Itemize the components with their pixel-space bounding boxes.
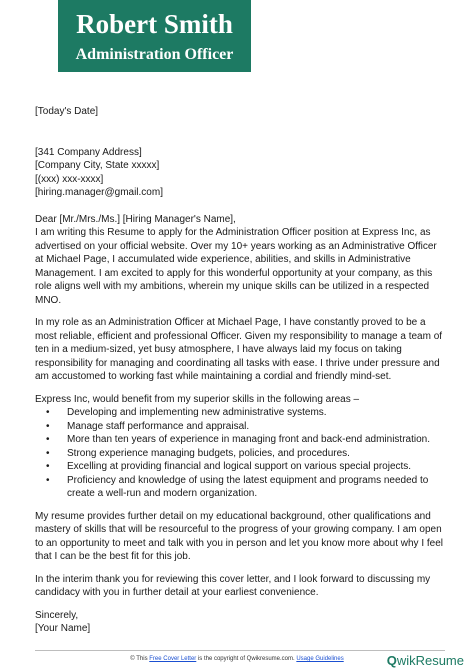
list-item: • Developing and implementing new administrative systems. (67, 406, 445, 420)
list-item: • Manage staff performance and appraisal. (67, 420, 445, 434)
paragraph-4: In the interim thank you for reviewing this cover letter, and I look forward to discussing my candidacy with you in further detail at your earliest convenience. (35, 573, 431, 598)
list-item: • Proficiency and knowledge of using the latest equipment and programs needed to create a well-run and modern organization. (67, 474, 445, 501)
qwikresume-logo[interactable] (387, 653, 464, 668)
applicant-role: Administration Officer (75, 46, 234, 63)
logo-rest: wikResume (396, 653, 464, 668)
paragraph-2: In my role as an Administration Officer at Michael Page, I have constantly proved to be a most reliable, efficient and professional Officer. Given my responsibility to manage a team of ten in a medium-sized, yet busy atmosphere, I have always laid my focus on taking responsibility for managing and coordinating all tasks with ease. I thrive under pressure and am accustomed to working fast while maintaining a cordial and friendly mind-set. (35, 317, 443, 382)
applicant-name: Robert Smith (76, 9, 233, 39)
footer-divider (35, 650, 445, 651)
free-cover-letter-link[interactable]: Free Cover Letter (149, 656, 197, 662)
copyright-middle: is the copyright of Qwikresume.com. (196, 656, 297, 662)
salutation: Dear [Mr./Mrs./Ms.] [Hiring Manager's Name], (35, 213, 236, 225)
signature: [Your Name] (35, 623, 91, 634)
footer (0, 650, 474, 670)
address-line: [hiring.manager@gmail.com] (35, 187, 163, 198)
address-line: [(xxx) xxx-xxxx] (35, 173, 104, 185)
list-item: • Strong experience managing budgets, policies, and procedures. (67, 447, 445, 461)
paragraph-1: I am writing this Resume to apply for the Administration Officer position at Express Inc, as advertised on your official website. Over my 10+ years working as an Administrative Officer at Michael Page, I accumulated wide experience, abilities, and skills in Administrative Management. I am excited to apply for this wonderful opportunity at your company, as this role aligns well with my ambitions, wherein my unique skills can be utilized in a respected MNO. (35, 227, 437, 306)
list-item: • Excelling at providing financial and logical support on various special projects. (67, 460, 445, 474)
copyright-prefix: © This (130, 656, 150, 662)
logo-q: Q (386, 653, 397, 668)
list-intro: Express Inc, would benefit from my superior skills in the following areas – (35, 393, 360, 405)
list-item: • More than ten years of experience in managing front and back-end administration. (67, 433, 445, 447)
letter-date: [Today's Date] (35, 106, 99, 117)
address-line: [341 Company Address] (35, 146, 142, 158)
closing: Sincerely, (35, 609, 79, 621)
usage-guidelines-link[interactable]: Usage Guidelines (296, 656, 344, 662)
skills-list (35, 406, 445, 501)
paragraph-3: My resume provides further detail on my educational background, other qualifications and mastery of skills that will be resourceful to the progress of your growing company. I am open to an opportunity to meet and talk with you in person and let you know more about why I feel that I can be the best fit for this job. (35, 510, 444, 562)
letter-body (35, 105, 445, 636)
header-banner (58, 0, 251, 72)
address-line: [Company City, State xxxxx] (35, 160, 160, 171)
